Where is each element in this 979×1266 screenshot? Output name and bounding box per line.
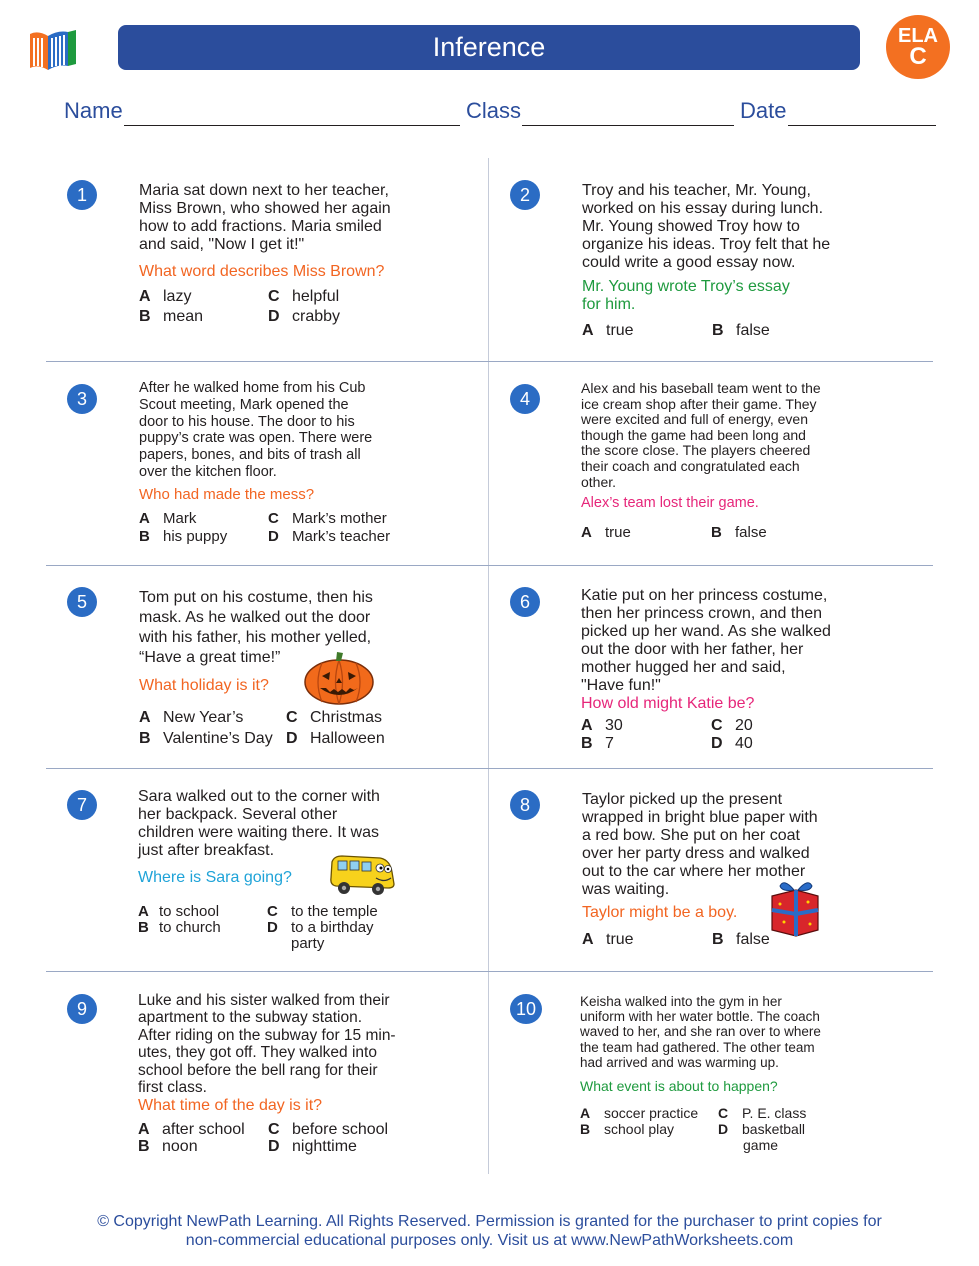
option-letter: A xyxy=(138,903,149,920)
option-5d[interactable] xyxy=(286,730,385,748)
option-9b[interactable] xyxy=(138,1138,198,1156)
passage-line: was waiting. xyxy=(582,881,670,898)
option-9d[interactable] xyxy=(268,1138,357,1156)
option-letter: B xyxy=(712,931,724,948)
option-letter: A xyxy=(138,1121,150,1138)
passage-4 xyxy=(581,381,821,490)
question-1: What word describes Miss Brown? xyxy=(139,263,385,280)
question-number-2: 2 xyxy=(510,180,540,210)
option-10d[interactable] xyxy=(718,1121,805,1137)
option-text: lazy xyxy=(163,288,192,305)
passage-line: the score close. The players cheered xyxy=(581,442,811,459)
passage-line: with his father, his mother yelled, xyxy=(139,629,372,646)
passage-line: Scout meeting, Mark opened the xyxy=(139,396,349,413)
passage-line: Tom put on his costume, then his xyxy=(139,589,373,606)
option-letter: B xyxy=(138,1138,150,1155)
option-text: P. E. class xyxy=(742,1105,807,1121)
option-letter: B xyxy=(139,308,151,325)
passage-line: apartment to the subway station. xyxy=(138,1009,363,1027)
passage-line: Troy and his teacher, Mr. Young, xyxy=(582,182,811,199)
passage-line: Alex and his baseball team went to the xyxy=(581,380,821,396)
column-divider xyxy=(488,158,489,1174)
passage-line: school before the bell rang for their xyxy=(138,1061,378,1079)
passage-line: and said, "Now I get it!" xyxy=(139,236,305,253)
passage-line: papers, bones, and bits of trash all xyxy=(139,447,361,464)
option-text: before school xyxy=(292,1121,389,1138)
passage-line: "Have fun!" xyxy=(581,677,661,694)
question-number-5: 5 xyxy=(67,587,97,617)
passage-line: wrapped in bright blue paper with xyxy=(582,809,818,826)
passage-line: Taylor picked up the present xyxy=(582,791,783,808)
passage-10 xyxy=(580,994,821,1070)
passage-line: though the game had been long and xyxy=(581,426,806,443)
passage-line: picked up her wand. As she walked xyxy=(581,623,831,640)
passage-line: Katie put on her princess costume, xyxy=(581,587,828,604)
option-9c[interactable] xyxy=(268,1121,388,1139)
passage-line: Keisha walked into the gym in her xyxy=(580,994,782,1009)
name-line[interactable] xyxy=(124,125,460,126)
option-text: his puppy xyxy=(163,528,228,545)
passage-line: out the door with her father, her xyxy=(581,641,804,658)
question-number-9: 9 xyxy=(67,994,97,1024)
option-text: to school xyxy=(159,903,220,920)
name-label: Name xyxy=(64,98,123,123)
passage-line: “Have a great time!” xyxy=(139,649,281,666)
option-2b[interactable] xyxy=(712,322,770,340)
passage-line: how to add fractions. Maria smiled xyxy=(139,218,382,235)
option-7d-continued: party xyxy=(291,935,325,952)
option-letter: B xyxy=(139,730,151,747)
passage-line: their coach and congratulated each xyxy=(581,457,800,474)
passage-line: organize his ideas. Troy felt that he xyxy=(582,236,831,253)
option-text: nighttime xyxy=(292,1138,357,1155)
option-text: to a birthday xyxy=(291,919,374,936)
option-text: true xyxy=(606,322,634,339)
question-10: What event is about to happen? xyxy=(580,1078,778,1094)
option-letter: B xyxy=(138,919,149,936)
date-line[interactable] xyxy=(788,125,936,126)
passage-line: ice cream shop after their game. They xyxy=(581,395,817,412)
date-label: Date xyxy=(740,98,787,123)
option-text: Mark xyxy=(163,510,197,527)
option-text: true xyxy=(606,931,634,948)
option-1d[interactable] xyxy=(268,308,340,326)
question-7: Where is Sara going? xyxy=(138,869,292,886)
passage-line: Luke and his sister walked from their xyxy=(138,992,390,1009)
pumpkin-icon xyxy=(302,650,376,706)
question-number-4: 4 xyxy=(510,384,540,414)
passage-line: door to his house. The door to his xyxy=(139,413,355,430)
option-6d[interactable] xyxy=(711,735,753,753)
passage-line: other. xyxy=(581,473,617,490)
passage-line: were excited and full of energy, even xyxy=(581,411,808,428)
option-5b[interactable] xyxy=(139,730,273,748)
question-number-8: 8 xyxy=(510,790,540,820)
passage-line: had arrived and was warming up. xyxy=(580,1054,779,1070)
option-text: false xyxy=(736,322,770,339)
option-letter: C xyxy=(267,903,278,920)
passage-line: uniform with her water bottle. The coach xyxy=(580,1009,820,1025)
option-text: true xyxy=(605,524,631,541)
passage-2 xyxy=(582,182,830,272)
option-text: Valentine’s Day xyxy=(163,730,273,747)
passage-line: worked on his essay during lunch. xyxy=(582,200,824,217)
option-7a[interactable] xyxy=(138,903,219,920)
option-letter: D xyxy=(268,528,279,545)
option-text: basketball xyxy=(742,1121,806,1137)
copyright-footer xyxy=(0,1212,979,1250)
passage-9 xyxy=(138,992,396,1096)
school-bus-icon xyxy=(328,852,398,896)
option-7c[interactable] xyxy=(267,903,378,920)
gift-icon xyxy=(766,876,824,938)
option-10c[interactable] xyxy=(718,1105,806,1121)
newpath-book-logo-icon xyxy=(26,26,82,72)
question-4: Alex’s team lost their game. xyxy=(581,495,759,511)
option-text: 7 xyxy=(605,735,614,752)
passage-line: just after breakfast. xyxy=(138,842,275,859)
passage-7 xyxy=(138,788,380,860)
option-letter: B xyxy=(139,528,150,545)
option-text: to the temple xyxy=(291,903,378,920)
option-letter: D xyxy=(718,1121,729,1137)
option-4a[interactable] xyxy=(581,524,631,541)
option-letter: C xyxy=(268,510,279,527)
option-8a[interactable] xyxy=(582,931,634,949)
option-letter: C xyxy=(718,1105,729,1121)
passage-line: out to the car where her mother xyxy=(582,863,806,880)
passage-line: over the kitchen floor. xyxy=(139,463,277,480)
option-letter: D xyxy=(286,730,298,747)
passage-line: Miss Brown, who showed her again xyxy=(139,200,391,217)
footer-line: non-commercial educational purposes only. Visit us at www.NewPathWorksheets.com xyxy=(185,1232,794,1249)
page-title: Inference xyxy=(118,25,860,70)
question-number-10: 10 xyxy=(510,994,542,1024)
option-text: noon xyxy=(162,1138,198,1155)
option-3d[interactable] xyxy=(268,528,390,545)
option-9a[interactable] xyxy=(138,1121,245,1139)
option-5a[interactable] xyxy=(139,709,243,727)
question-number-6: 6 xyxy=(510,587,540,617)
option-text: helpful xyxy=(292,288,340,305)
option-text: 30 xyxy=(605,717,623,734)
option-letter: A xyxy=(581,524,592,541)
option-text: school play xyxy=(604,1121,675,1137)
passage-line: over her party dress and walked xyxy=(582,845,810,862)
option-2a[interactable] xyxy=(582,322,634,340)
passage-line: children were waiting there. It was xyxy=(138,824,379,841)
question-8: Taylor might be a boy. xyxy=(582,904,738,921)
option-text: Mark’s teacher xyxy=(292,528,391,545)
option-letter: A xyxy=(139,709,151,726)
passage-1 xyxy=(139,182,391,254)
passage-line: waved to her, and she ran over to where xyxy=(580,1024,821,1040)
option-letter: B xyxy=(581,735,593,752)
badge-line1: ELA xyxy=(898,25,938,47)
option-7d[interactable] xyxy=(267,919,374,936)
option-letter: A xyxy=(582,931,594,948)
passage-6 xyxy=(581,587,831,695)
question-number-7: 7 xyxy=(67,790,97,820)
option-letter: C xyxy=(286,709,298,726)
row-divider xyxy=(46,768,933,769)
question-3: Who had made the mess? xyxy=(139,486,315,503)
question-2 xyxy=(582,278,790,314)
passage-line: Sara walked out to the corner with xyxy=(138,788,380,805)
option-text: Halloween xyxy=(310,730,385,747)
option-letter: C xyxy=(268,1121,280,1138)
question-5: What holiday is it? xyxy=(139,677,269,694)
class-label: Class xyxy=(466,98,522,123)
passage-line: a red bow. She put on her coat xyxy=(582,827,800,844)
question-line: for him. xyxy=(582,296,636,313)
question-line: Mr. Young wrote Troy’s essay xyxy=(582,278,790,295)
option-letter: B xyxy=(711,524,722,541)
question-number-3: 3 xyxy=(67,384,97,414)
passage-line: After riding on the subway for 15 min- xyxy=(138,1026,396,1044)
passage-line: mask. As he walked out the door xyxy=(139,609,371,626)
option-letter: D xyxy=(268,1138,280,1155)
option-letter: B xyxy=(580,1121,591,1137)
passage-line: first class. xyxy=(138,1079,207,1097)
passage-line: utes, they got off. They walked into xyxy=(138,1044,377,1062)
option-text: Mark’s mother xyxy=(292,510,387,527)
option-text: mean xyxy=(163,308,204,325)
option-6b[interactable] xyxy=(581,735,614,753)
badge-line2: C xyxy=(909,43,927,70)
option-letter: A xyxy=(580,1105,591,1121)
option-text: false xyxy=(735,524,767,541)
option-5c[interactable] xyxy=(286,709,382,727)
option-3c[interactable] xyxy=(268,510,387,527)
option-4b[interactable] xyxy=(711,524,767,541)
passage-3 xyxy=(139,380,372,481)
passage-line: her backpack. Several other xyxy=(138,806,338,823)
option-letter: A xyxy=(582,322,594,339)
option-text: New Year’s xyxy=(163,709,244,726)
option-text: Christmas xyxy=(310,709,383,726)
passage-line: mother hugged her and said, xyxy=(581,659,786,676)
option-text: 40 xyxy=(735,735,753,752)
passage-line: Mr. Young showed Troy how to xyxy=(582,218,800,235)
option-text: after school xyxy=(162,1121,245,1138)
option-10d-continued: game xyxy=(743,1137,779,1153)
passage-line: Maria sat down next to her teacher, xyxy=(139,182,389,199)
option-letter: D xyxy=(268,308,280,325)
question-6: How old might Katie be? xyxy=(581,695,755,712)
option-7b[interactable] xyxy=(138,919,221,936)
option-3b[interactable] xyxy=(139,528,227,545)
option-1b[interactable] xyxy=(139,308,203,326)
option-text: soccer practice xyxy=(604,1105,699,1121)
row-divider xyxy=(46,361,933,362)
option-letter: A xyxy=(139,510,150,527)
class-line[interactable] xyxy=(522,125,734,126)
option-letter: D xyxy=(711,735,723,752)
passage-line: then her princess crown, and then xyxy=(581,605,823,622)
passage-line: After he walked home from his Cub xyxy=(139,380,366,396)
option-1a[interactable] xyxy=(139,288,191,306)
option-letter: A xyxy=(139,288,151,305)
option-letter: C xyxy=(711,717,723,734)
passage-line: puppy’s crate was open. There were xyxy=(139,430,373,447)
option-text: 20 xyxy=(735,717,753,734)
option-text: to church xyxy=(159,919,221,936)
option-1c[interactable] xyxy=(268,288,339,306)
footer-line: © Copyright NewPath Learning. All Rights Reserved. Permission is granted for the purchaser to print copies for xyxy=(97,1213,882,1230)
option-letter: B xyxy=(712,322,724,339)
option-text: false xyxy=(736,931,770,948)
question-9: What time of the day is it? xyxy=(138,1097,323,1114)
option-8b[interactable] xyxy=(712,931,770,949)
option-6c[interactable] xyxy=(711,717,753,735)
option-10a[interactable] xyxy=(580,1105,698,1121)
option-letter: D xyxy=(267,919,278,936)
passage-line: the team had gathered. The other team xyxy=(580,1039,815,1055)
option-letter: C xyxy=(268,288,280,305)
option-6a[interactable] xyxy=(581,717,623,735)
question-number-1: 1 xyxy=(67,180,97,210)
passage-line: could write a good essay now. xyxy=(582,254,796,271)
ela-badge xyxy=(886,15,950,79)
option-text: crabby xyxy=(292,308,341,325)
option-letter: A xyxy=(581,717,593,734)
option-3a[interactable] xyxy=(139,510,196,527)
row-divider xyxy=(46,565,933,566)
option-10b[interactable] xyxy=(580,1121,674,1137)
row-divider xyxy=(46,971,933,972)
